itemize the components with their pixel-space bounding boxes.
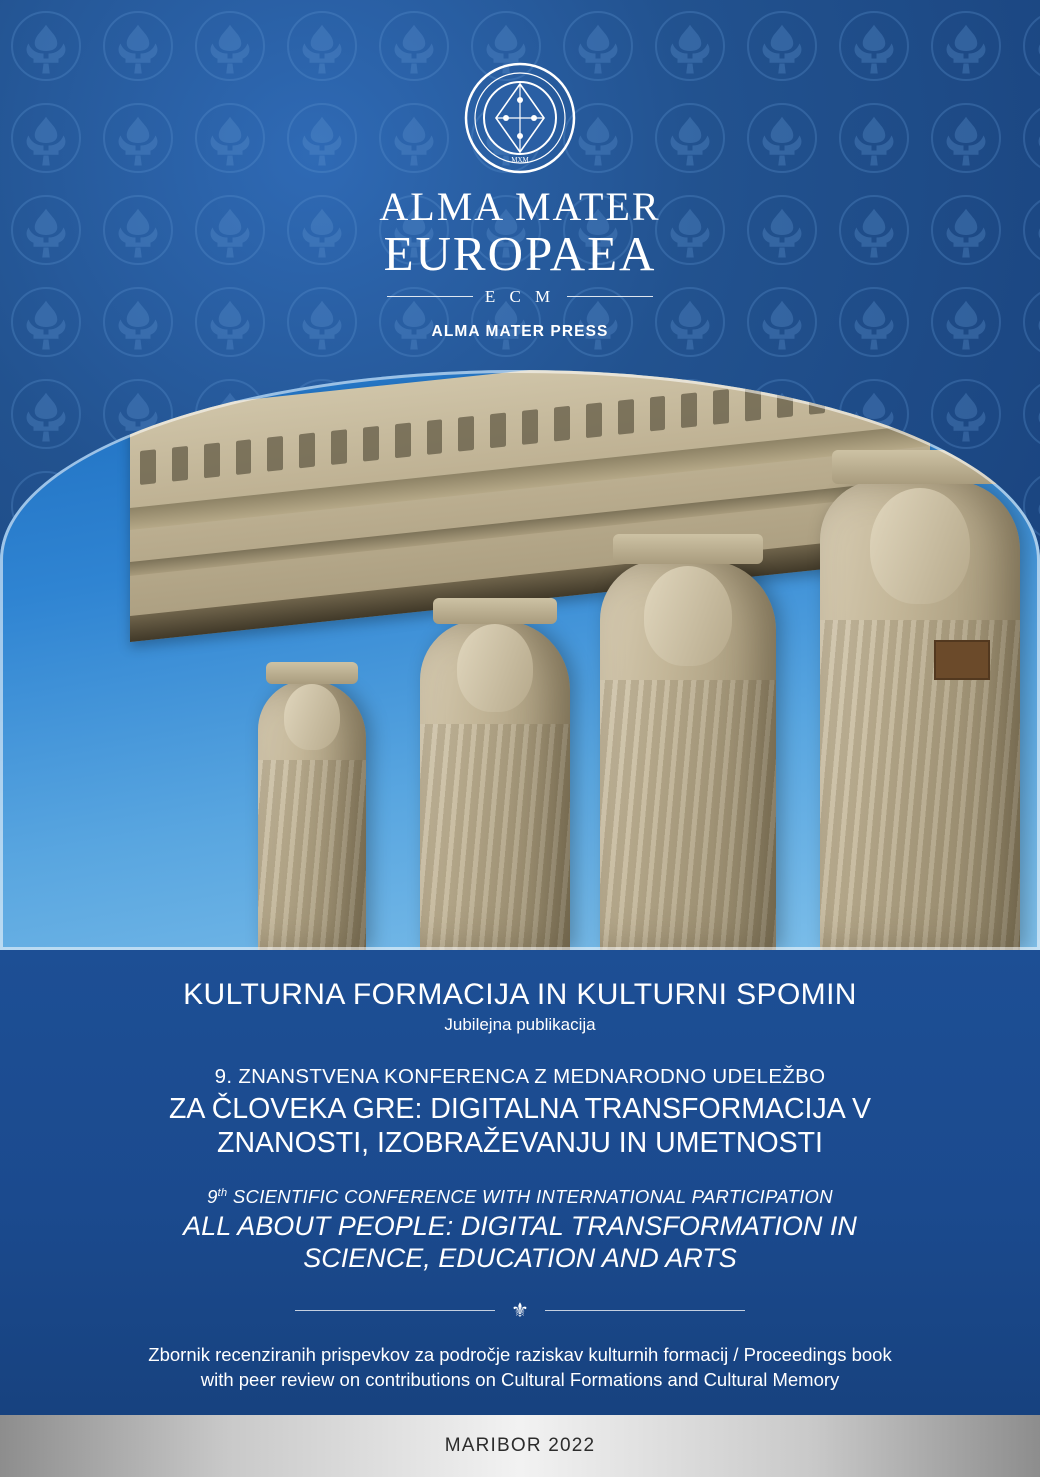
caryatid-statue bbox=[258, 680, 366, 950]
university-seal-icon bbox=[464, 62, 576, 174]
title-block bbox=[0, 950, 1040, 1415]
conference-title-en-line1: ALL ABOUT PEOPLE: DIGITAL TRANSFORMATION IN bbox=[183, 1211, 857, 1242]
caryatid-statue bbox=[820, 480, 1020, 950]
proceedings-note-line1: Zbornik recenziranih prispevkov za področje raziskav kulturnih formacij / Proceedings book bbox=[148, 1343, 892, 1365]
caryatid-statue bbox=[420, 620, 570, 950]
publisher-abbreviation: E C M bbox=[484, 286, 556, 306]
ecm-rule-left bbox=[387, 296, 473, 297]
conference-line-en-small bbox=[0, 1186, 1040, 1208]
publisher-name-line1: ALMA MATER bbox=[379, 184, 661, 229]
footer-band bbox=[0, 1415, 1040, 1477]
press-name: ALMA MATER PRESS bbox=[431, 322, 609, 340]
place-and-year: MARIBOR 2022 bbox=[444, 1435, 596, 1456]
divider-rule-left bbox=[295, 1310, 495, 1311]
conference-line-sl-small: 9. ZNANSTVENA KONFERENCA Z MEDNARODNO UDELEŽBO bbox=[214, 1065, 826, 1088]
proceedings-note-line2: with peer review on contributions on Cultural Formations and Cultural Memory bbox=[200, 1368, 840, 1390]
ecm-rule-right bbox=[567, 296, 653, 297]
conference-title-sl-line1: ZA ČLOVEKA GRE: DIGITALNA TRANSFORMACIJA V bbox=[168, 1093, 872, 1125]
publisher-name-line2: EUROPAEA bbox=[383, 226, 657, 281]
ornamental-divider bbox=[0, 1301, 1040, 1321]
divider-rule-right bbox=[545, 1310, 745, 1311]
svg-text:MXM: MXM bbox=[511, 156, 529, 164]
stone-patch bbox=[934, 640, 990, 680]
conference-title-en-line2: SCIENCE, EDUCATION AND ARTS bbox=[303, 1243, 737, 1274]
caryatids-erechtheion-photo bbox=[0, 370, 1040, 950]
caryatid-statue bbox=[600, 560, 776, 950]
page-title: KULTURNA FORMACIJA IN KULTURNI SPOMIN bbox=[183, 978, 857, 1011]
cover-photo-arch bbox=[0, 370, 1040, 950]
page-subtitle: Jubilejna publikacija bbox=[444, 1015, 596, 1034]
conference-title-sl-line2: ZNANOSTI, IZOBRAŽEVANJU IN UMETNOSTI bbox=[217, 1126, 823, 1159]
conference-en-rest: SCIENTIFIC CONFERENCE WITH INTERNATIONAL PARTICIPATION bbox=[227, 1186, 833, 1208]
fleur-de-lis-icon: ⚜ bbox=[511, 1299, 529, 1322]
conference-en-number: 9 bbox=[207, 1186, 218, 1208]
publisher-logo-block bbox=[0, 62, 1040, 341]
conference-en-ordinal: th bbox=[217, 1187, 228, 1200]
